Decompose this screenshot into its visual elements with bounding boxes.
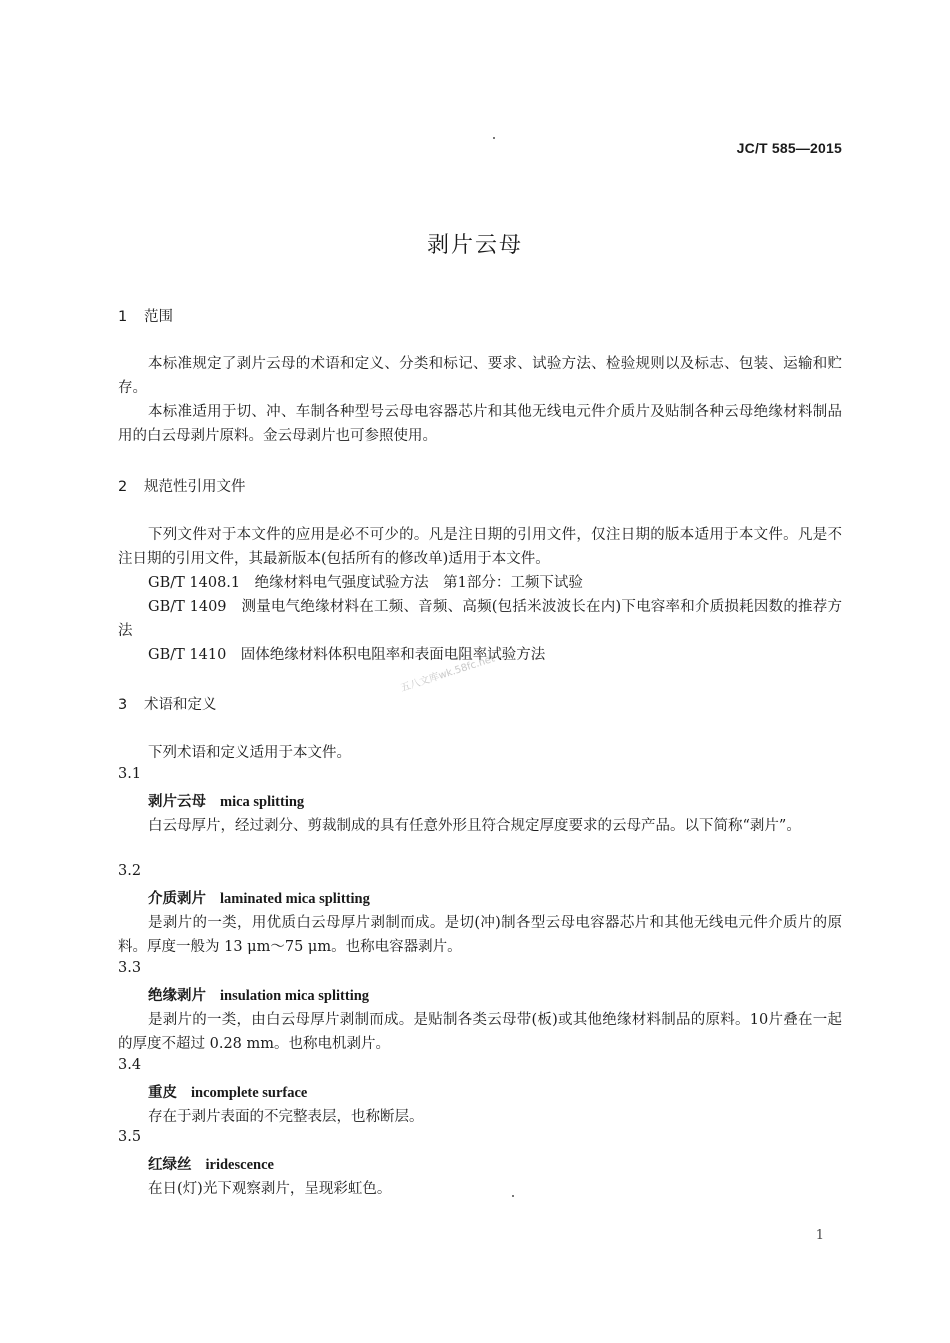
term-english: mica splitting bbox=[220, 794, 305, 810]
section-number: 3 bbox=[118, 697, 128, 713]
term-heading bbox=[148, 887, 370, 908]
term-heading bbox=[148, 790, 304, 811]
scan-speck bbox=[493, 137, 495, 139]
term-chinese: 绝缘剥片 bbox=[148, 988, 206, 1004]
term-english: insulation mica splitting bbox=[220, 988, 370, 1004]
section-3-intro: 下列术语和定义适用于本文件。 bbox=[148, 745, 351, 761]
section-title: 范围 bbox=[144, 309, 173, 325]
standard-code: JC/T 585—2015 bbox=[736, 140, 842, 156]
term-number: 3.2 bbox=[118, 863, 142, 879]
term-chinese: 重皮 bbox=[148, 1085, 177, 1101]
term-number: 3.3 bbox=[118, 960, 142, 976]
term-heading bbox=[148, 1081, 307, 1102]
term-number: 3.5 bbox=[118, 1129, 142, 1145]
section-1-paragraph: 本标准规定了剥片云母的术语和定义、分类和标记、要求、试验方法、检验规则以及标志、包装、运输和贮存。 bbox=[118, 356, 842, 396]
term-definition: 在日(灯)光下观察剥片，呈现彩虹色。 bbox=[148, 1181, 392, 1197]
section-2-heading bbox=[118, 475, 246, 496]
section-title: 规范性引用文件 bbox=[144, 479, 246, 495]
page-number: 1 bbox=[815, 1228, 824, 1243]
term-chinese: 介质剥片 bbox=[148, 891, 206, 907]
section-number: 1 bbox=[118, 309, 128, 325]
term-definition: 白云母厚片，经过剥分、剪裁制成的具有任意外形且符合规定厚度要求的云母产品。以下简称“剥片”。 bbox=[148, 818, 801, 834]
term-heading bbox=[148, 984, 369, 1005]
term-chinese: 红绿丝 bbox=[148, 1157, 192, 1173]
term-heading bbox=[148, 1153, 274, 1174]
term-chinese: 剥片云母 bbox=[148, 794, 206, 810]
reference-item: GB/T 1409 测量电气绝缘材料在工频、音频、高频(包括米波波长在内)下电容率和介质损耗因数的推荐方法 bbox=[118, 599, 842, 639]
section-title: 术语和定义 bbox=[144, 697, 217, 713]
term-number: 3.1 bbox=[118, 766, 142, 782]
term-english: incomplete surface bbox=[191, 1085, 308, 1101]
document-title: 剥片云母 bbox=[426, 233, 523, 258]
section-1-paragraph: 本标准适用于切、冲、车制各种型号云母电容器芯片和其他无线电元件介质片及贴制各种云母绝缘材料制品用的白云母剥片原料。金云母剥片也可参照使用。 bbox=[118, 404, 842, 444]
term-definition: 是剥片的一类，用优质白云母厚片剥制而成。是切(冲)制各型云母电容器芯片和其他无线电元件介质片的原料。厚度一般为 13 μm～75 μm。也称电容器剥片。 bbox=[118, 915, 842, 955]
reference-item: GB/T 1410 固体绝缘材料体积电阻率和表面电阻率试验方法 bbox=[148, 647, 546, 663]
term-english: iridescence bbox=[205, 1157, 274, 1173]
term-definition: 存在于剥片表面的不完整表层，也称断层。 bbox=[148, 1109, 424, 1125]
term-definition: 是剥片的一类，由白云母厚片剥制而成。是贴制各类云母带(板)或其他绝缘材料制品的原料。10片叠在一起的厚度不超过 0.28 mm。也称电机剥片。 bbox=[118, 1012, 842, 1052]
section-2-intro: 下列文件对于本文件的应用是必不可少的。凡是注日期的引用文件，仅注日期的版本适用于本文件。凡是不注日期的引用文件，其最新版本(包括所有的修改单)适用于本文件。 bbox=[118, 527, 842, 567]
scan-speck bbox=[512, 1195, 514, 1197]
section-1-heading bbox=[118, 305, 173, 326]
term-english: laminated mica splitting bbox=[220, 891, 370, 907]
section-3-heading bbox=[118, 693, 217, 714]
term-number: 3.4 bbox=[118, 1057, 142, 1073]
reference-item: GB/T 1408.1 绝缘材料电气强度试验方法 第1部分：工频下试验 bbox=[148, 575, 583, 591]
section-number: 2 bbox=[118, 479, 128, 495]
watermark: 五八文库wk.58fc.net bbox=[399, 653, 497, 695]
